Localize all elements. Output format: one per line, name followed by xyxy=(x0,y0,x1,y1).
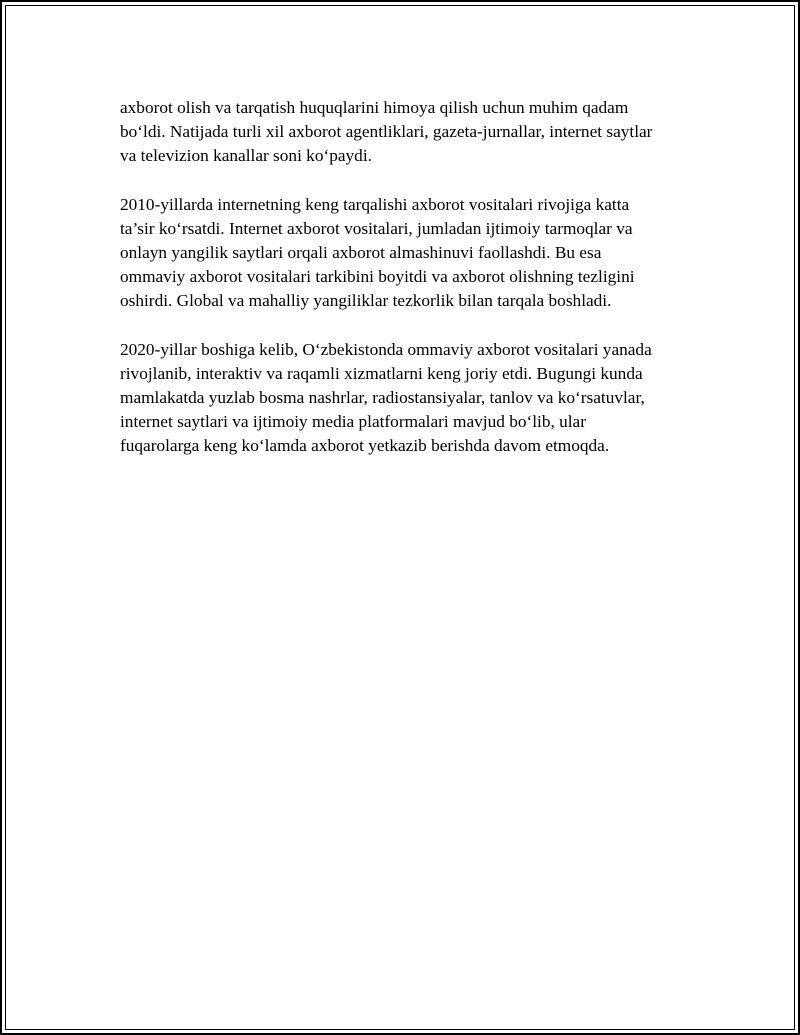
text-line: rivojlanib, interaktiv va raqamli xizmatlarni keng joriy etdi. Bugungi kunda xyxy=(120,363,643,383)
text-line: onlayn yangilik saytlari orqali axborot almashinuvi faollashdi. Bu esa xyxy=(120,243,602,263)
text-line: mamlakatda yuzlab bosma nashrlar, radiostansiyalar, tanlov va ko‘rsatuvlar, xyxy=(120,388,645,408)
document-body xyxy=(120,96,692,483)
text-line: 2020-yillar boshiga kelib, O‘zbekistonda ommaviy axborot vositalari yanada xyxy=(120,339,652,359)
text-line: axborot olish va tarqatish huquqlarini himoya qilish uchun muhim qadam xyxy=(120,98,629,117)
text-line: internet saytlari va ijtimoiy media platformalari mavjud bo‘lib, ular xyxy=(120,412,586,432)
text-line: ta’sir ko‘rsatdi. Internet axborot vositalari, jumladan ijtimoiy tarmoqlar va xyxy=(120,218,633,238)
text-line: va televizion kanallar soni ko‘paydi. xyxy=(120,146,372,166)
text-line: bo‘ldi. Natijada turli xil axborot agentliklari, gazeta-jurnallar, internet saytlar xyxy=(120,122,653,142)
text-line: 2010-yillarda internetning keng tarqalishi axborot vositalari rivojiga katta xyxy=(120,194,630,214)
text-line: ommaviy axborot vositalari tarkibini boyitdi va axborot olishning tezligini xyxy=(120,267,635,287)
text-line: oshirdi. Global va mahalliy yangiliklar tezkorlik bilan tarqala boshladi. xyxy=(120,291,612,311)
paragraph-2 xyxy=(120,193,692,314)
text-line: fuqarolarga keng ko‘lamda axborot yetkazib berishda davom etmoqda. xyxy=(120,436,610,456)
paragraph-1 xyxy=(120,96,692,169)
paragraph-3 xyxy=(120,338,692,459)
